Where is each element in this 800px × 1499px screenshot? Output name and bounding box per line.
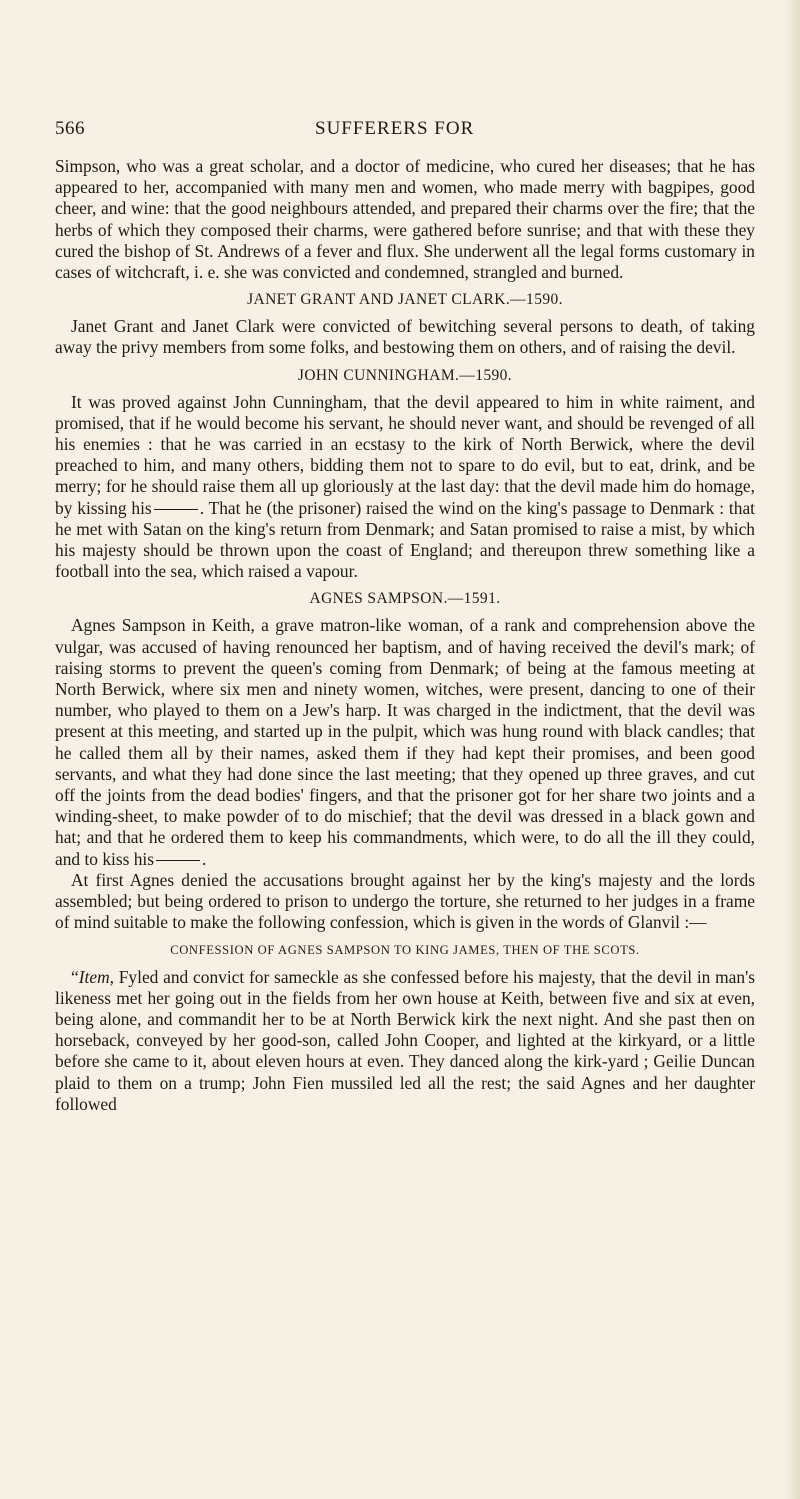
paragraph-grant-clark: Janet Grant and Janet Clark were convicted of bewitching several persons to death, of taking away the privy members from some folks, and bestowing them on others, and of raising the devil.	[55, 316, 755, 358]
paragraph-cunningham	[55, 392, 755, 583]
section-heading-sampson: AGNES SAMPSON.—1591.	[309, 590, 501, 608]
paragraph-sampson	[55, 615, 755, 869]
open-quote: “	[71, 966, 79, 987]
paragraph-sampson-torture: At first Agnes denied the accusations brought against her by the king's majesty and the lords assembled; but being ordered to prison to undergo the torture, she returned to her judges in a frame of mind suitable to make the following confession, which is given in the words of Glanvil :—	[55, 869, 755, 933]
running-head	[55, 118, 755, 148]
paragraph-sampson-part2: .	[202, 848, 207, 869]
section-heading-grant-clark: JANET GRANT AND JANET CLARK.—1590.	[247, 291, 563, 309]
book-page	[55, 118, 755, 1115]
paragraph-sampson-part1: Agnes Sampson in Keith, a grave matron-like woman, of a rank and comprehension above the vulgar, was accused of having renounced her baptism, and of having received the devil's mark; of raising storms to prevent the queen's coming from Denmark; of being at the famous meeting at North Berwick, where six men and ninety women, witches, were present, dancing to one of their number, who played to them on a Jew's harp. It was charged in the indictment, that the devil was present at this meeting, and started up in the pulpit, which was hung round with black candles; that he called them all by their names, asked them if they had kept their promises, and been good servants, and what they had done since the last meeting; that they opened up three graves, and cut off the joints from the dead bodies' fingers, and that the prisoner got for her share two joints and a winding-sheet, to make powder of to do mischief; that the devil was dressed in a black gown and hat; and that he ordered them to keep his commandments, which were, to do all the ill they could, and to kiss his	[55, 615, 755, 869]
page-number: 566	[55, 118, 85, 139]
item-label: Item,	[78, 966, 114, 987]
paragraph-cunningham-part1: It was proved against John Cunningham, that the devil appeared to him in white raiment, and promised, that if he would become his servant, he should never want, and should be revenged of all his enemies : that he was carried in an ecstasy to the kirk of North Berwick, where the devil preached to him, and many others, bidding them not to spare to do evil, but to eat, drink, and be merry; for he should raise them all up gloriously at the last day: that the devil made him do homage, by kissing his	[55, 391, 755, 518]
running-title: SUFFERERS FOR	[315, 118, 475, 139]
opening-paragraph: Simpson, who was a great scholar, and a doctor of medicine, who cured her diseases; that he has appeared to her, accompanied with many men and women, who made merry with bagpipes, good cheer, and wine: that the good neighbours attended, and prepared their charms over the fire; that the herbs of which they composed their charms, were gathered before sunrise; and that with these they cured the bishop of St. Andrews of a fever and flux. She underwent all the legal forms customary in cases of witchcraft, i. e. she was convicted and condemned, strangled and burned.	[55, 156, 755, 283]
section-heading-cunningham: JOHN CUNNINGHAM.—1590.	[297, 366, 513, 384]
paragraph-cunningham-part2: . That he (the prisoner) raised the wind on the king's passage to Denmark : that he met with Satan on the king's return from Denmark; and Satan promised to raise a mist, by which his majesty should be thrown upon the coast of England; and thereupon threw something like a football into the sea, which raised a vapour.	[55, 497, 755, 582]
section-heading-confession: CONFESSION OF AGNES SAMPSON TO KING JAMES, THEN OF THE SCOTS.	[170, 942, 640, 957]
page-edge-shadow	[786, 0, 800, 1499]
censored-dash	[154, 509, 198, 510]
confession-text: Fyled and convict for sameckle as she confessed before his majesty, that the devil in man's likeness met her going out in the fields from her own house at Keith, between five and six at even, being alone, and commandit her to be at North Berwick kirk the next night. And she past then on horseback, conveyed by her good-son, called John Cooper, and lighted at the kirkyard, or a little before she came to it, about eleven hours at even. They danced along the kirk-yard ; Geilie Duncan plaid to them on a trump; John Fien mussiled led all the rest; the said Agnes and her daughter followed	[55, 966, 755, 1114]
paragraph-confession	[55, 967, 755, 1115]
censored-dash	[156, 860, 200, 861]
